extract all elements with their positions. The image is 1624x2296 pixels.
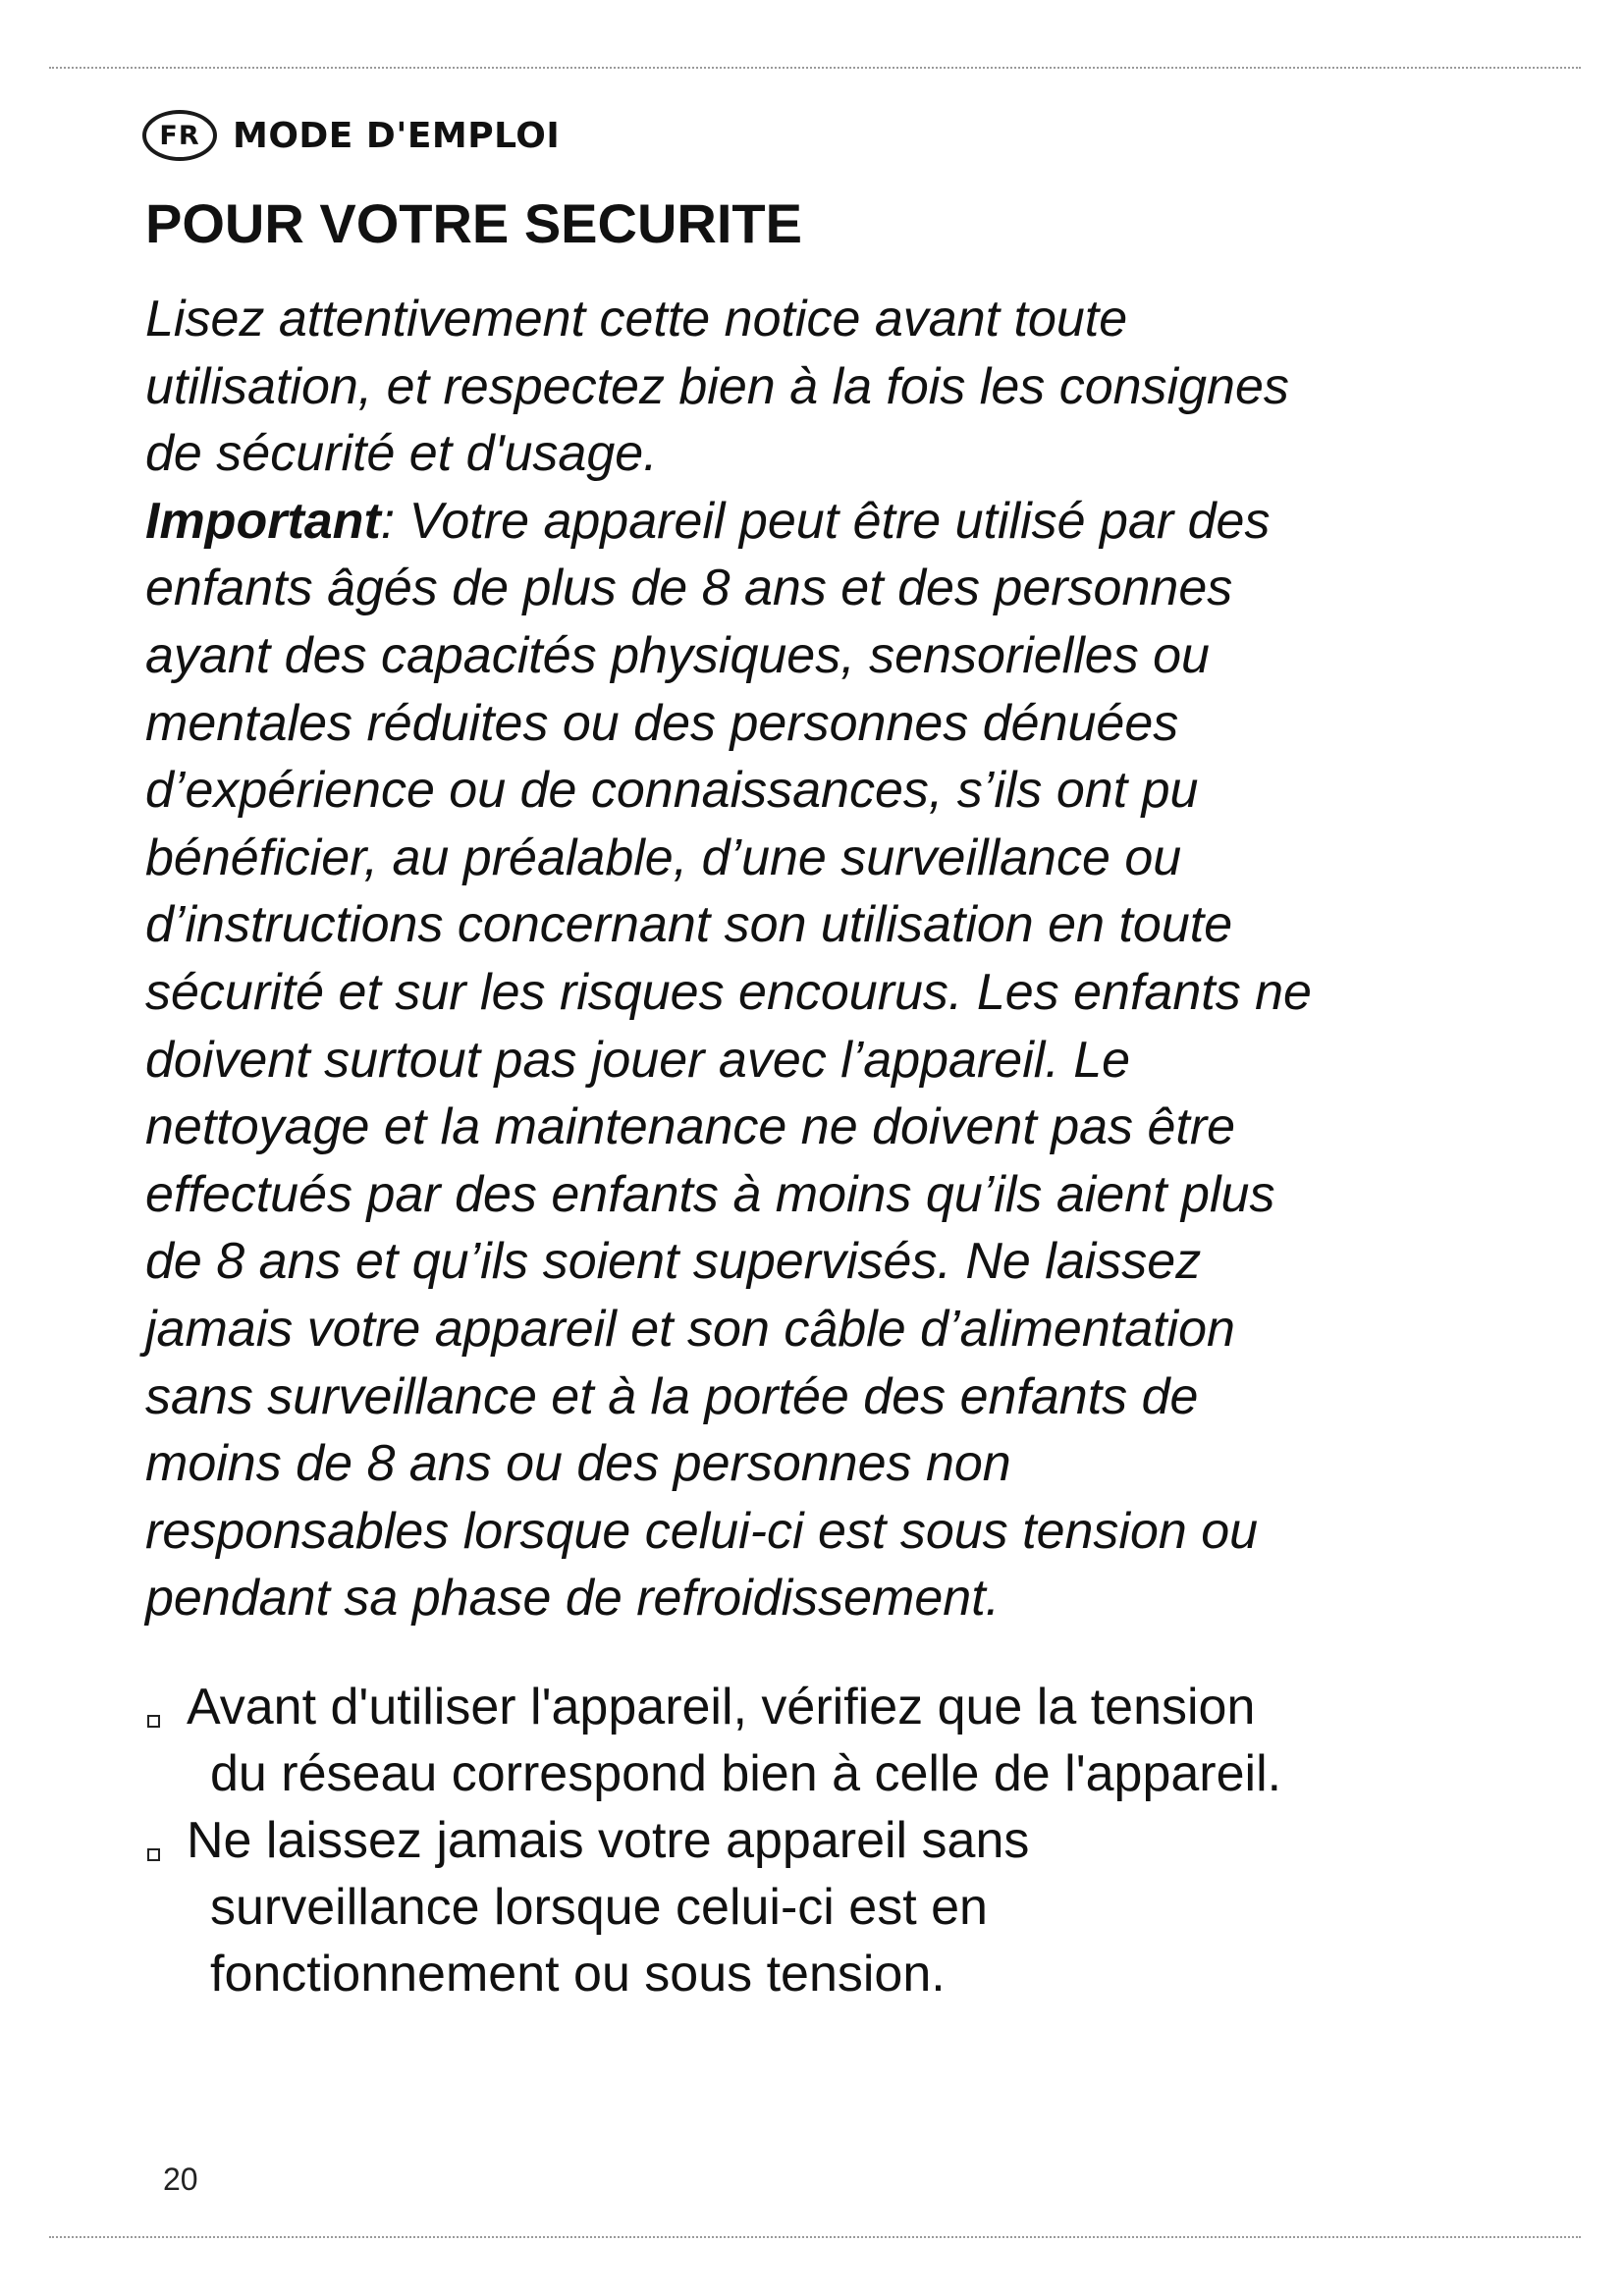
- bullet-item-voltage: [145, 1674, 1281, 1807]
- bullet-line: fonctionnement ou sous tension.: [210, 1946, 946, 2002]
- safety-bullet-list: [145, 1674, 1281, 2007]
- important-line: jamais votre appareil et son câble d’alimentation: [145, 1300, 1235, 1358]
- important-line: responsables lorsque celui-ci est sous tension ou: [145, 1502, 1259, 1560]
- important-line: ayant des capacités physiques, sensorielles ou: [145, 626, 1210, 684]
- intro-line: utilisation, et respectez bien à la fois les consignes: [145, 357, 1289, 415]
- intro-line: de sécurité et d'usage.: [145, 425, 658, 483]
- important-line: effectués par des enfants à moins qu’ils aient plus: [145, 1165, 1275, 1223]
- important-line: mentales réduites ou des personnes dénuées: [145, 694, 1179, 752]
- mode-emploi-title: MODE D'EMPLOI: [233, 115, 561, 156]
- important-line: doivent surtout pas jouer avec l’appareil. Le: [145, 1031, 1131, 1089]
- important-line: enfants âgés de plus de 8 ans et des personnes: [145, 560, 1233, 617]
- bullet-line: Ne laissez jamais votre appareil sans: [187, 1812, 1030, 1869]
- bullet-item-supervision: [145, 1807, 1281, 2007]
- important-line: pendant sa phase de refroidissement.: [145, 1570, 1001, 1628]
- bottom-dotted-rule: [49, 2236, 1581, 2238]
- important-first-line: [145, 488, 1520, 556]
- important-line: nettoyage et la maintenance ne doivent pas être: [145, 1098, 1236, 1156]
- important-line: d’instructions concernant son utilisation en toute: [145, 896, 1233, 954]
- bullet-line: surveillance lorsque celui-ci est en: [210, 1879, 988, 1936]
- intro-line: Lisez attentivement cette notice avant toute: [145, 291, 1128, 347]
- section-title: POUR VOTRE SECURITE: [145, 192, 802, 254]
- language-header: [142, 106, 560, 165]
- important-line: sans surveillance et à la portée des enfants de: [145, 1367, 1199, 1425]
- important-label: Important: [145, 492, 381, 550]
- safety-intro-paragraph: [145, 286, 1520, 1632]
- important-line: bénéficier, au préalable, d’une surveillance ou: [145, 828, 1182, 886]
- bullet-line: Avant d'utiliser l'appareil, vérifiez que la tension: [187, 1679, 1256, 1735]
- important-line: d’expérience ou de connaissances, s’ils ont pu: [145, 762, 1199, 820]
- page-number: 20: [163, 2162, 198, 2197]
- checkbox-bullet-icon: [147, 1848, 160, 1861]
- important-line: sécurité et sur les risques encourus. Les enfants ne: [145, 963, 1312, 1021]
- bullet-line: du réseau correspond bien à celle de l'appareil.: [210, 1745, 1282, 1802]
- top-dotted-rule: [49, 67, 1581, 69]
- important-line: moins de 8 ans ou des personnes non: [145, 1435, 1011, 1493]
- important-line: de 8 ans et qu’ils soient supervisés. Ne laissez: [145, 1233, 1202, 1291]
- important-first-line-text: : Votre appareil peut être utilisé par des: [380, 492, 1271, 550]
- checkbox-bullet-icon: [147, 1715, 160, 1728]
- language-badge: FR: [142, 110, 217, 161]
